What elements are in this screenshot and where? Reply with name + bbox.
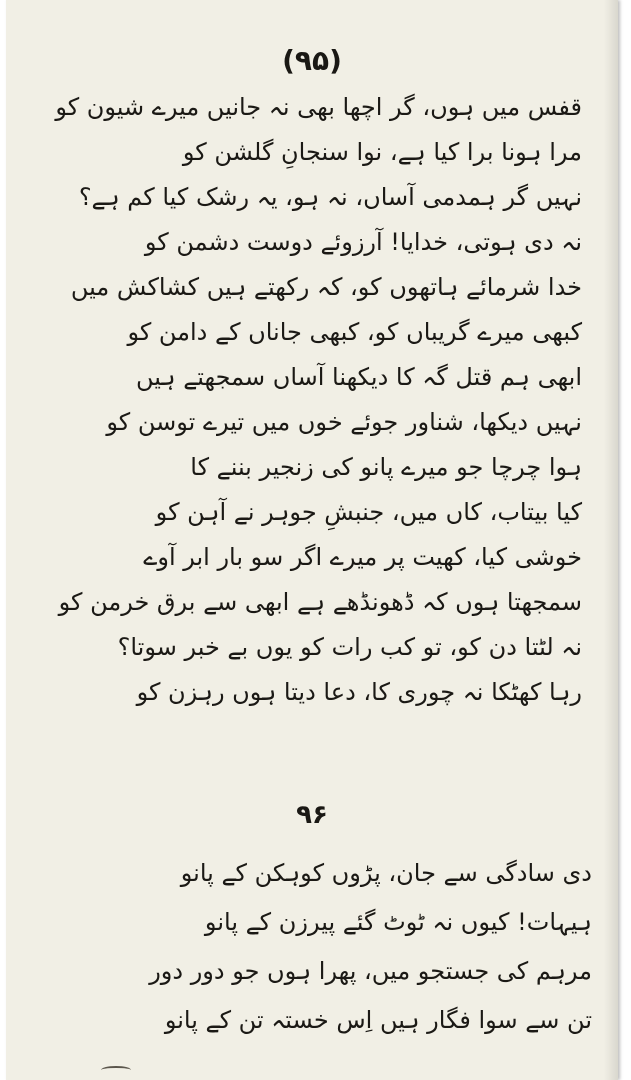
verse-line: مرہم کی جستجو میں، پھرا ہوں جو دور دور <box>149 957 592 985</box>
verse-line: ابھی ہم قتل گہ کا دیکھنا آساں سمجھتے ہیں <box>136 363 582 391</box>
verse-line: ہیہات! کیوں نہ ٹوٹ گئے پیرزن کے پانو <box>204 908 592 936</box>
verse-line: رہا کھٹکا نہ چوری کا، دعا دیتا ہوں رہزن کو <box>136 678 582 706</box>
verse-line: مرا ہونا برا کیا ہے، نوا سنجانِ گلشن کو <box>182 138 582 166</box>
verse-line: نہیں دیکھا، شناور جوئے خوں میں تیرے توسن کو <box>106 408 582 436</box>
verse-line: تن سے سوا فگار ہیں اِس خستہ تن کے پانو <box>164 1006 592 1034</box>
verse-line: کیا بیتاب، کاں میں، جنبشِ جوہر نے آہن کو <box>155 498 582 526</box>
verse-line: دی سادگی سے جان، پڑوں کوہکن کے پانو <box>180 859 592 887</box>
verse-line: نہ دی ہوتی، خدایا! آرزوئے دوست دشمن کو <box>144 228 582 256</box>
book-page <box>6 0 618 1080</box>
verse-line: نہیں گر ہمدمی آساں، نہ ہو، یہ رشک کیا کم ہے؟ <box>78 183 582 211</box>
ghazal-number: ۹۶ <box>296 800 328 830</box>
page-edge-mark <box>101 1066 131 1074</box>
verse-line: سمجھتا ہوں کہ ڈھونڈھے ہے ابھی سے برق خرمن کو <box>58 588 582 616</box>
verse-line: قفس میں ہوں، گر اچھا بھی نہ جانیں میرے شیون کو <box>55 93 582 121</box>
page-number: (۹۵) <box>282 44 342 77</box>
verse-line: خدا شرمائے ہاتھوں کو، کہ رکھتے ہیں کشاکش میں <box>70 273 582 301</box>
verse-line: کبھی میرے گریباں کو، کبھی جاناں کے دامن کو <box>127 318 582 346</box>
verse-line: ہوا چرچا جو میرے پانو کی زنجیر بننے کا <box>190 453 582 481</box>
verse-line: نہ لٹتا دن کو، تو کب رات کو یوں بے خبر سوتا؟ <box>117 633 582 661</box>
verse-line: خوشی کیا، کھیت پر میرے اگر سو بار ابر آوے <box>143 543 582 571</box>
